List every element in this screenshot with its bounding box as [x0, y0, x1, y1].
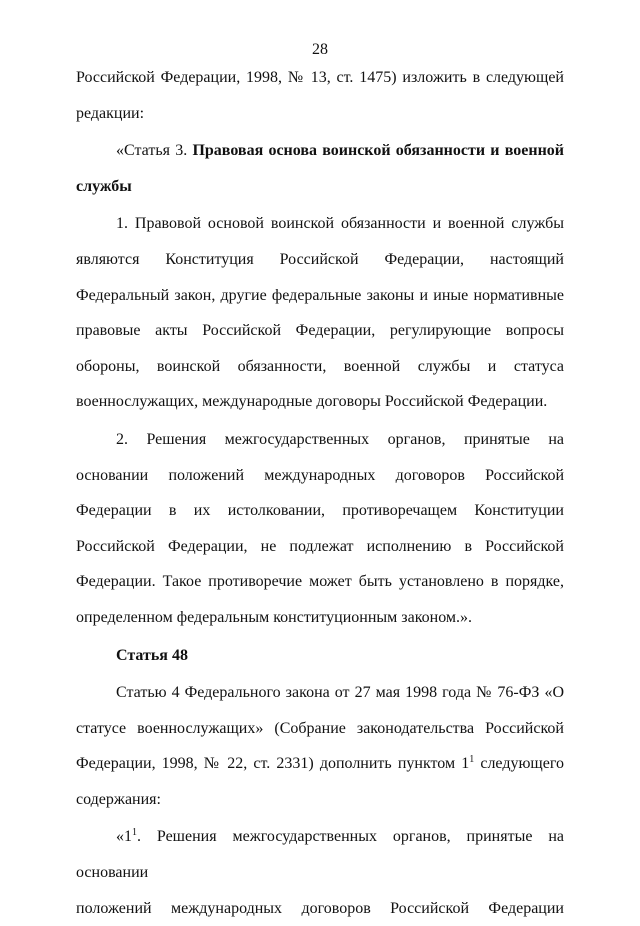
- article-3-title: Правовая основа воинской обязанности и военной службы: [76, 142, 565, 195]
- article-3-paragraph-2: 2. Решения межгосударственных органов, принятые на основании положений международных договоров Российской Федерации в их истолковании, противоречащем Конституции Российской Федерации, не подлежат исполнению в Российской Федерации. Такое противоречие может быть установлено в порядке, определенном федеральным конституционным законом.».: [76, 430, 564, 626]
- article-48-p1-text: Статью 4 Федерального закона от 27 мая 1998 года № 76-ФЗ «О статусе военнослужащих» (Собрание законодательства Российской Федерации, 1998, № 22, ст. 2331) дополнить пунктом 1: [76, 684, 564, 773]
- article-48-heading: Статья 48: [116, 646, 188, 664]
- article-48-p1-superscript: 1: [469, 754, 475, 766]
- article-3-prefix: «Статья 3.: [116, 142, 188, 160]
- page-number: 28: [312, 41, 328, 58]
- article-48-p1-tail: следующего содержания:: [76, 755, 565, 808]
- article-48-p2-superscript: 1: [132, 827, 137, 839]
- intro-line-2: редакции:: [76, 104, 145, 122]
- article-3-paragraph-1: 1. Правовой основой воинской обязанности и военной службы являются Конституция Российской Федерации, настоящий Федеральный закон, другие федеральные законы и иные нормативные правовые акты Российской Федерации, регулирующие вопросы обороны, воинской обязанности, военной службы и статуса военнослужащих, международные договоры Российской Федерации.: [76, 215, 564, 411]
- article-48-paragraph-2: [76, 819, 564, 890]
- article-48-p2-text: . Решения межгосударственных органов, принятые на основании: [76, 828, 564, 882]
- article-48-paragraph-1: [76, 675, 564, 817]
- article-48-paragraph-3: положений международных договоров Российской Федерации: [76, 899, 564, 917]
- article-48-p2-prefix: «1: [116, 828, 132, 846]
- document-body: [76, 60, 564, 926]
- intro-line-1: Российской Федерации, 1998, № 13, ст. 1475) изложить в следующей: [76, 69, 564, 86]
- article-3-heading: [76, 133, 564, 204]
